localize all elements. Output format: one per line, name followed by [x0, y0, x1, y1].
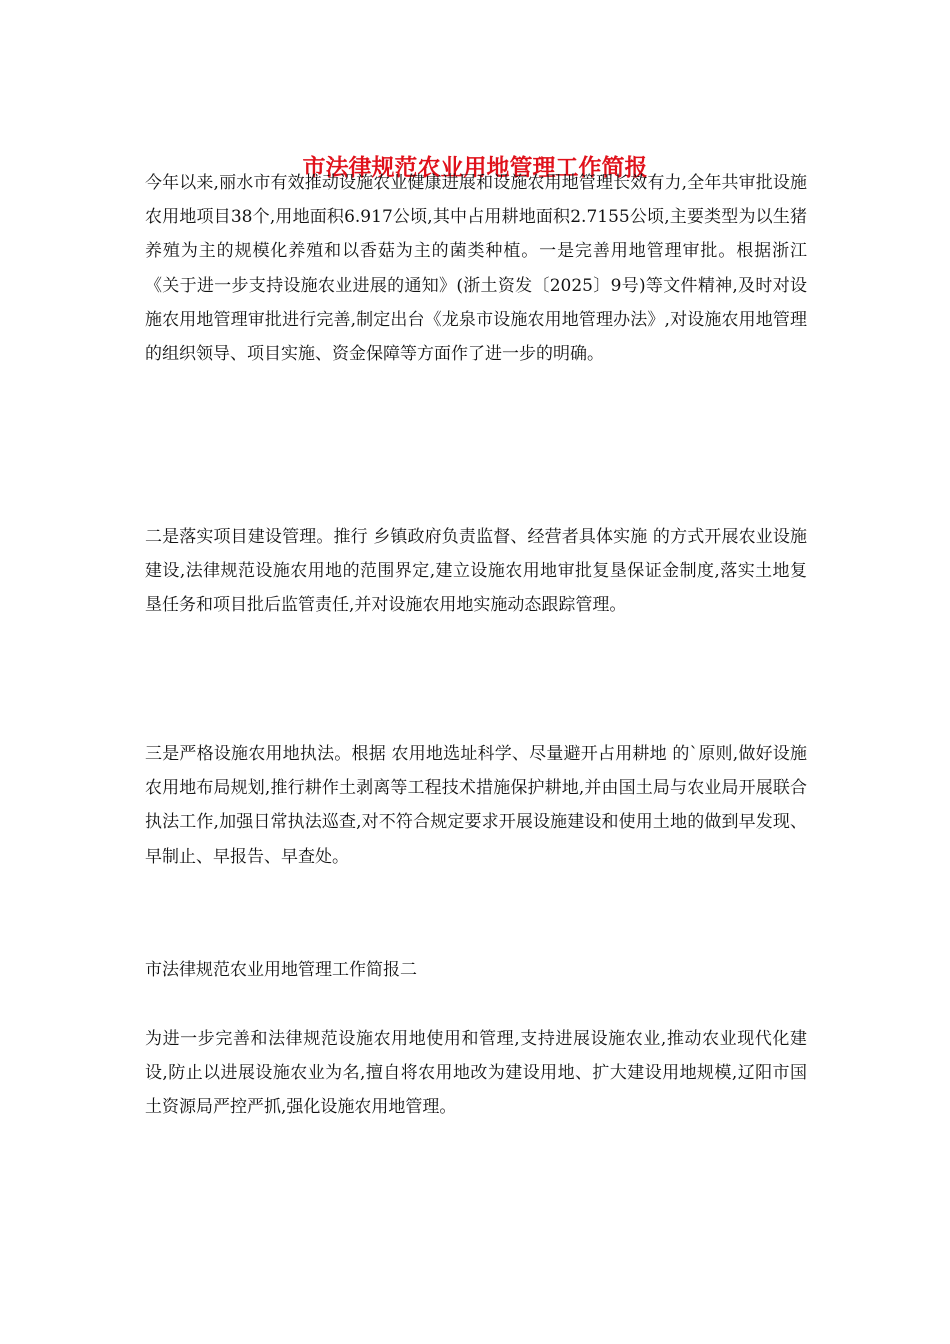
paragraph-project-management: 二是落实项目建设管理。推行 乡镇政府负责监督、经营者具体实施 的方式开展农业设施建设,法律规范设施农用地的范围界定,建立设施农用地审批复垦保证金制度,落实土地复垦任务和项目批后监管责任,并对设施农用地实施动态跟踪管理。 [145, 527, 807, 616]
paragraph-report-two-intro: 为进一步完善和法律规范设施农用地使用和管理,支持进展设施农业,推动农业现代化建设,防止以进展设施农业为名,擅自将农用地改为建设用地、扩大建设用地规模,辽阳市国土资源局严控严抓,强化设施农用地管理。 [145, 1029, 807, 1118]
paragraph-intro: 今年以来,丽水市有效推动设施农业健康进展和设施农用地管理长效有力,全年共审批设施农用地项目38个,用地面积6.917公顷,其中占用耕地面积2.7155公顷,主要类型为以生猪养殖为主的规模化养殖和以香菇为主的菌类种植。一是完善用地管理审批。根据浙江《关于进一步支持设施农业进展的通知》(浙土资发〔2025〕9号)等文件精神,及时对设施农用地管理审批进行完善,制定出台《龙泉市设施农用地管理办法》,对设施农用地管理的组织领导、项目实施、资金保障等方面作了进一步的明确。 [145, 173, 807, 365]
paragraph-enforcement: 三是严格设施农用地执法。根据 农用地选址科学、尽量避开占用耕地 的`原则,做好设施农用地布局规划,推行耕作土剥离等工程技术措施保护耕地,并由国土局与农业局开展联合执法工作,加强日常执法巡查,对不符合规定要求开展设施建设和使用土地的做到早发现、早制止、早报告、早查处。 [145, 744, 807, 867]
section-heading-report-two: 市法律规范农业用地管理工作简报二 [145, 960, 417, 980]
document-title: 市法律规范农业用地管理工作简报 [302, 154, 648, 181]
